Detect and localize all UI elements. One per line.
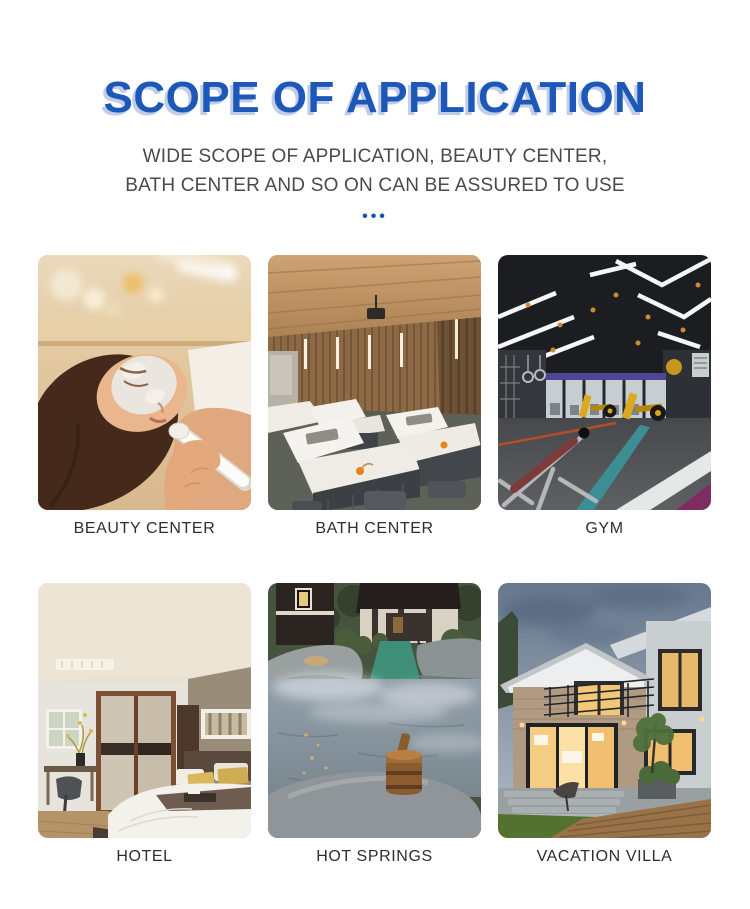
modern-villa-photo — [498, 583, 711, 838]
facial-treatment-photo — [38, 255, 251, 510]
card-bath-center — [268, 255, 481, 539]
subtitle-line-1: WIDE SCOPE OF APPLICATION, BEAUTY CENTER, — [142, 146, 608, 167]
gym-interior-photo — [498, 255, 711, 510]
dots-separator: ••• — [362, 207, 388, 225]
page-title: SCOPE OF APPLICATION — [103, 73, 647, 122]
hotel-bedroom-photo — [38, 583, 251, 838]
card-label: BATH CENTER — [315, 519, 434, 537]
card-label: VACATION VILLA — [536, 847, 673, 865]
card-label: GYM — [585, 519, 624, 537]
card-hotel — [38, 583, 251, 867]
card-hot-springs — [268, 583, 481, 867]
card-label: HOTEL — [116, 847, 173, 865]
card-vacation-villa — [498, 583, 711, 867]
card-label: BEAUTY CENTER — [73, 519, 216, 537]
section-header — [0, 0, 750, 225]
outdoor-hot-spring-photo — [268, 583, 481, 838]
application-grid — [38, 255, 712, 867]
card-gym — [498, 255, 711, 539]
card-beauty-center — [38, 255, 251, 539]
section-subtitle — [0, 142, 750, 201]
card-label: HOT SPRINGS — [316, 847, 433, 865]
subtitle-line-2: BATH CENTER AND SO ON CAN BE ASSURED TO USE — [125, 175, 625, 197]
spa-massage-bed-room-photo — [268, 255, 481, 510]
